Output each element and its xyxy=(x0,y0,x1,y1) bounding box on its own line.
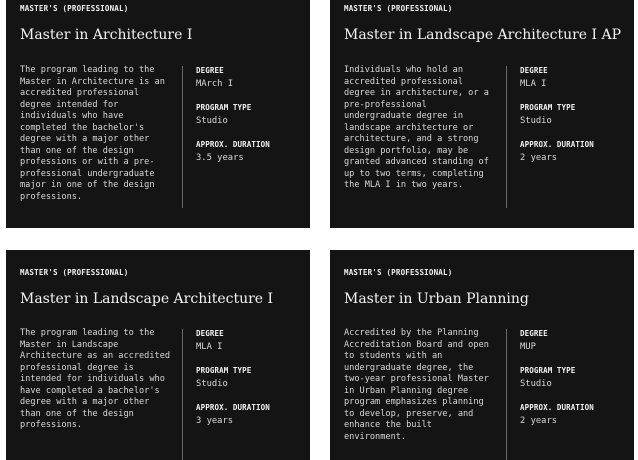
program-type-field xyxy=(196,103,304,126)
program-type-value: Studio xyxy=(196,379,228,389)
program-type-label: PROGRAM TYPE xyxy=(520,366,576,375)
duration-field xyxy=(196,403,304,426)
program-category: MASTER'S (PROFESSIONAL) xyxy=(344,268,453,277)
duration-field xyxy=(196,140,304,163)
program-description: Individuals who hold an accredited professional degree in architecture, or a pre-professional undergraduate degree in landscape architecture or architecture, and a strong design portfolio, may be granted advanced standing of up to two terms, completing the MLA I in two years. xyxy=(344,65,489,190)
column-divider xyxy=(182,66,183,208)
program-card-mla-i-ap[interactable] xyxy=(330,0,634,228)
degree-value: MLA I xyxy=(520,79,547,89)
program-category: MASTER'S (PROFESSIONAL) xyxy=(20,4,129,13)
program-type-value: Studio xyxy=(196,116,228,126)
program-type-field xyxy=(196,366,304,389)
degree-label: DEGREE xyxy=(520,329,548,338)
degree-field xyxy=(520,66,628,89)
program-title[interactable]: Master in Landscape Architecture I xyxy=(20,291,274,307)
column-divider xyxy=(506,66,507,208)
program-type-field xyxy=(520,366,628,389)
degree-value: MArch I xyxy=(196,79,234,89)
degree-field xyxy=(520,329,628,352)
duration-value: 3 years xyxy=(196,416,234,426)
program-meta xyxy=(196,66,304,177)
degree-label: DEGREE xyxy=(196,329,224,338)
degree-value: MLA I xyxy=(196,342,223,352)
program-type-label: PROGRAM TYPE xyxy=(196,366,252,375)
program-title[interactable]: Master in Landscape Architecture I AP xyxy=(344,27,622,43)
column-divider xyxy=(182,329,183,460)
column-divider xyxy=(506,329,507,460)
duration-value: 2 years xyxy=(520,416,558,426)
program-description: Accredited by the Planning Accreditation Board and open to students with an undergraduate degree, the two-year professional Master in Urban Planning degree program emphasizes planning to develop, preserve, and enhance the built environment. xyxy=(344,328,489,442)
duration-label: APPROX. DURATION xyxy=(196,140,270,149)
degree-field xyxy=(196,66,304,89)
duration-label: APPROX. DURATION xyxy=(520,403,594,412)
program-category: MASTER'S (PROFESSIONAL) xyxy=(344,4,453,13)
degree-label: DEGREE xyxy=(196,66,224,75)
program-card-mup[interactable] xyxy=(330,250,634,460)
program-type-label: PROGRAM TYPE xyxy=(520,103,576,112)
duration-field xyxy=(520,140,628,163)
duration-field xyxy=(520,403,628,426)
program-card-mla-i[interactable] xyxy=(6,250,310,460)
degree-label: DEGREE xyxy=(520,66,548,75)
program-type-field xyxy=(520,103,628,126)
degree-value: MUP xyxy=(520,342,536,352)
program-meta xyxy=(520,329,628,440)
program-card-march-i[interactable] xyxy=(6,0,310,228)
program-category: MASTER'S (PROFESSIONAL) xyxy=(20,268,129,277)
duration-label: APPROX. DURATION xyxy=(520,140,594,149)
duration-value: 2 years xyxy=(520,153,558,163)
program-title[interactable]: Master in Urban Planning xyxy=(344,291,529,307)
program-type-label: PROGRAM TYPE xyxy=(196,103,252,112)
program-description: The program leading to the Master in Landscape Architecture as an accredited professional degree is intended for individuals who have completed a bachelor's degree with a major other than one of the design professions. xyxy=(20,328,171,430)
degree-field xyxy=(196,329,304,352)
program-type-value: Studio xyxy=(520,379,552,389)
program-meta xyxy=(196,329,304,440)
program-title[interactable]: Master in Architecture I xyxy=(20,27,193,43)
duration-value: 3.5 years xyxy=(196,153,244,163)
program-description: The program leading to the Master in Architecture is an accredited professional degree intended for individuals who have completed the bachelor's degree with a major other than one of the design professions or with a pre-professional undergraduate major in one of the design professions. xyxy=(20,65,165,202)
duration-label: APPROX. DURATION xyxy=(196,403,270,412)
program-meta xyxy=(520,66,628,177)
program-type-value: Studio xyxy=(520,116,552,126)
